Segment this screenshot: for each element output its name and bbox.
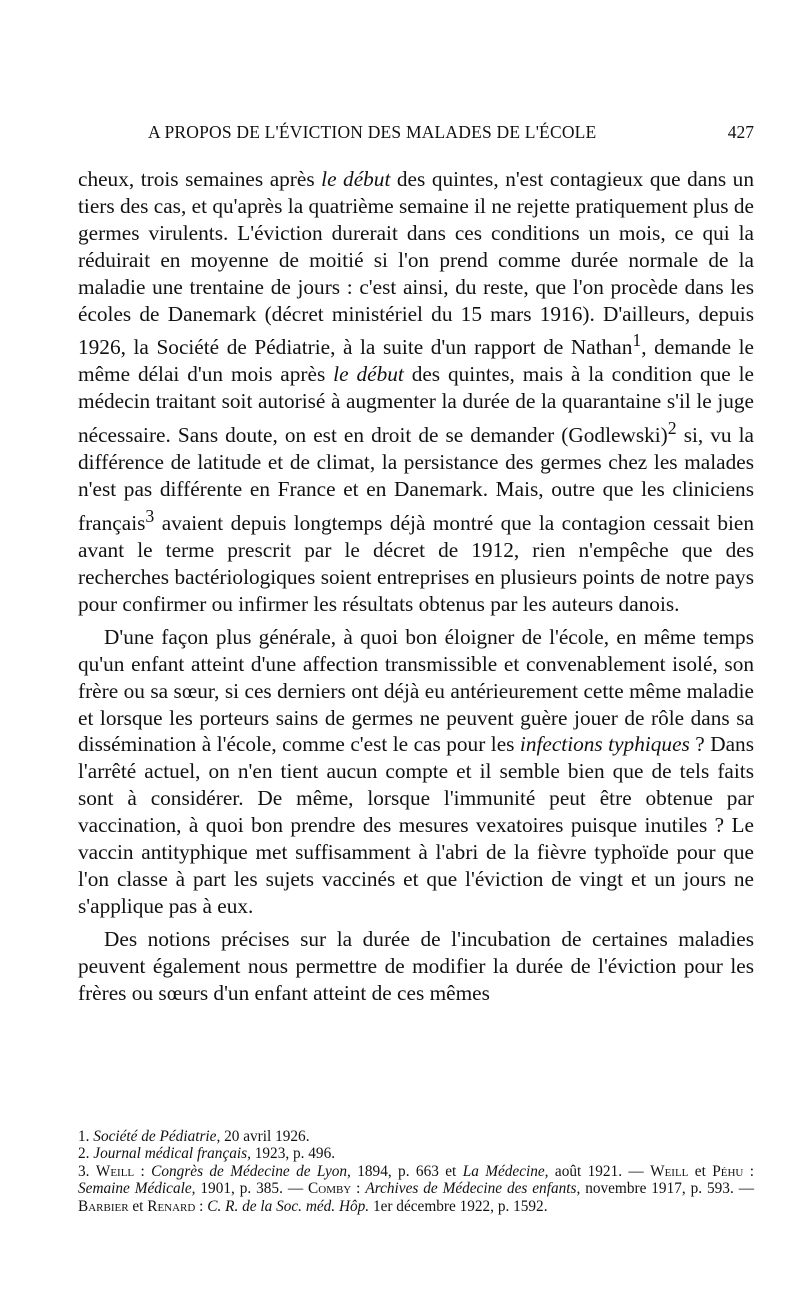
text-run: cheux, trois semaines après (78, 167, 322, 191)
text-run: et (688, 1162, 713, 1180)
author-name: Barbier (78, 1197, 129, 1215)
running-header (78, 122, 754, 152)
italic-run: Congrès de Médecine de Lyon, (151, 1162, 351, 1180)
text-run: , demande le même délai d'un mois après (78, 335, 754, 387)
text-run: août 1921. — (548, 1162, 651, 1180)
text-run: ? Dans l'arrêté actuel, on n'en tient aucun compte et il semble bien que de tels faits sont à considérer. De même, lorsque l'immunité peut être obtenue par vaccination, à quoi bon prendre des mesures vexatoires puisque inutiles ? Le vaccin antityphique met suffisamment à l'abri de la fièvre typhoïde pour que l'on classe à part les sujets vaccinés et que l'éviction de vingt et un jours ne s'applique pas à eux. (78, 732, 754, 918)
text-run: 1. (78, 1128, 94, 1145)
text-run: des quintes, n'est contagieux que dans un tiers des cas, et qu'après la quatrième semaine il ne rejette pratiquement plus de germes virulents. L'éviction durerait dans ces conditions un mois, ce qui la réduirait en moyenne de moitié si l'on prend comme durée normale de la maladie une trentaine de jours : c'est ainsi, du reste, que l'on procède dans les écoles de Danemark (décret ministériel du 15 mars 1916). D'ailleurs, depuis 1926, la Société de Pédiatrie, à la suite d'un rapport de Nathan (78, 167, 754, 360)
italic-run: Archives de Médecine des enfants, (365, 1180, 581, 1198)
footnote (78, 1163, 754, 1215)
text-run: des quintes, mais à la condition que le médecin traitant soit autorisé à augmenter la durée de la quarantaine s'il le juge nécessaire. Sans doute, on est en droit de se demander (Godlewski) (78, 362, 754, 448)
footnote-ref: 3 (145, 506, 155, 527)
paragraph (78, 926, 754, 1007)
text-run: 1er décembre 1922, p. 1592. (369, 1197, 548, 1215)
text-run: 1923, p. 496. (250, 1145, 336, 1163)
text-run: 1901, p. 385. — (195, 1180, 309, 1198)
italic-run: Société de Pédiatrie, (93, 1128, 221, 1145)
text-run: si, vu la différence de latitude et de climat, la persistance des germes chez les malades n'est pas différente en France et en Danemark. Mais, outre que les cliniciens français (78, 423, 754, 536)
footnote (78, 1128, 754, 1145)
author-name: Weill (95, 1162, 135, 1180)
footnotes (78, 1128, 754, 1215)
text-run: 20 avril 1926. (220, 1128, 310, 1145)
text-run: D'une façon plus générale, à quoi bon éloigner de l'école, en même temps qu'un enfant atteint d'une affection transmissible et convenablement isolé, son frère ou sa sœur, si ces derniers ont déjà eu antérieurement cette même maladie et lorsque les porteurs sains de germes ne peuvent guère jouer de rôle dans sa dissémination à l'école, comme c'est le cas pour les (78, 624, 754, 757)
author-name: Comby (308, 1180, 352, 1198)
author-name: Renard (147, 1197, 196, 1215)
italic-run: C. R. de la Soc. méd. Hôp. (207, 1197, 370, 1215)
text-run: : (134, 1162, 152, 1180)
footnote (78, 1145, 754, 1162)
paragraph (78, 624, 754, 920)
text-run: : (743, 1162, 754, 1180)
page-number: 427 (727, 122, 754, 142)
text-run: : (351, 1180, 366, 1198)
italic-run: le début (333, 362, 404, 387)
italic-run: Journal médical français, (93, 1145, 251, 1163)
footnote-ref: 1 (632, 330, 642, 351)
text-run: avaient depuis longtemps déjà montré que la contagion cessait bien avant le terme prescrit par le décret de 1912, rien n'empêche que des recherches bactériologiques soient entreprises en plusieurs points de notre pays pour confirmer ou infirmer les résultats obtenus par les auteurs danois. (78, 511, 754, 616)
italic-run: Semaine Médicale, (78, 1180, 196, 1198)
text-run: Des notions précises sur la durée de l'incubation de certaines maladies peuvent également nous permettre de modifier la durée de l'éviction pour les frères ou sœurs d'un enfant atteint de ces mêmes (78, 926, 754, 1005)
text-run: novembre 1917, p. 593. — (580, 1180, 754, 1198)
italic-run: infections typhiques (519, 732, 690, 757)
body-text (78, 166, 754, 1006)
footnote-ref: 2 (667, 418, 677, 439)
text-run: 2. (78, 1145, 94, 1163)
author-name: Péhu (712, 1162, 744, 1180)
text-run: 3. (78, 1162, 96, 1180)
running-title: A PROPOS DE L'ÉVICTION DES MALADES DE L'ÉCOLE (148, 122, 597, 142)
italic-run: La Médecine, (462, 1162, 549, 1180)
italic-run: le début (321, 167, 391, 191)
text-run: et (128, 1197, 148, 1215)
paragraph (78, 166, 754, 618)
author-name: Weill (650, 1162, 689, 1180)
text-run: 1894, p. 663 et (350, 1162, 463, 1180)
text-run: : (195, 1197, 208, 1215)
